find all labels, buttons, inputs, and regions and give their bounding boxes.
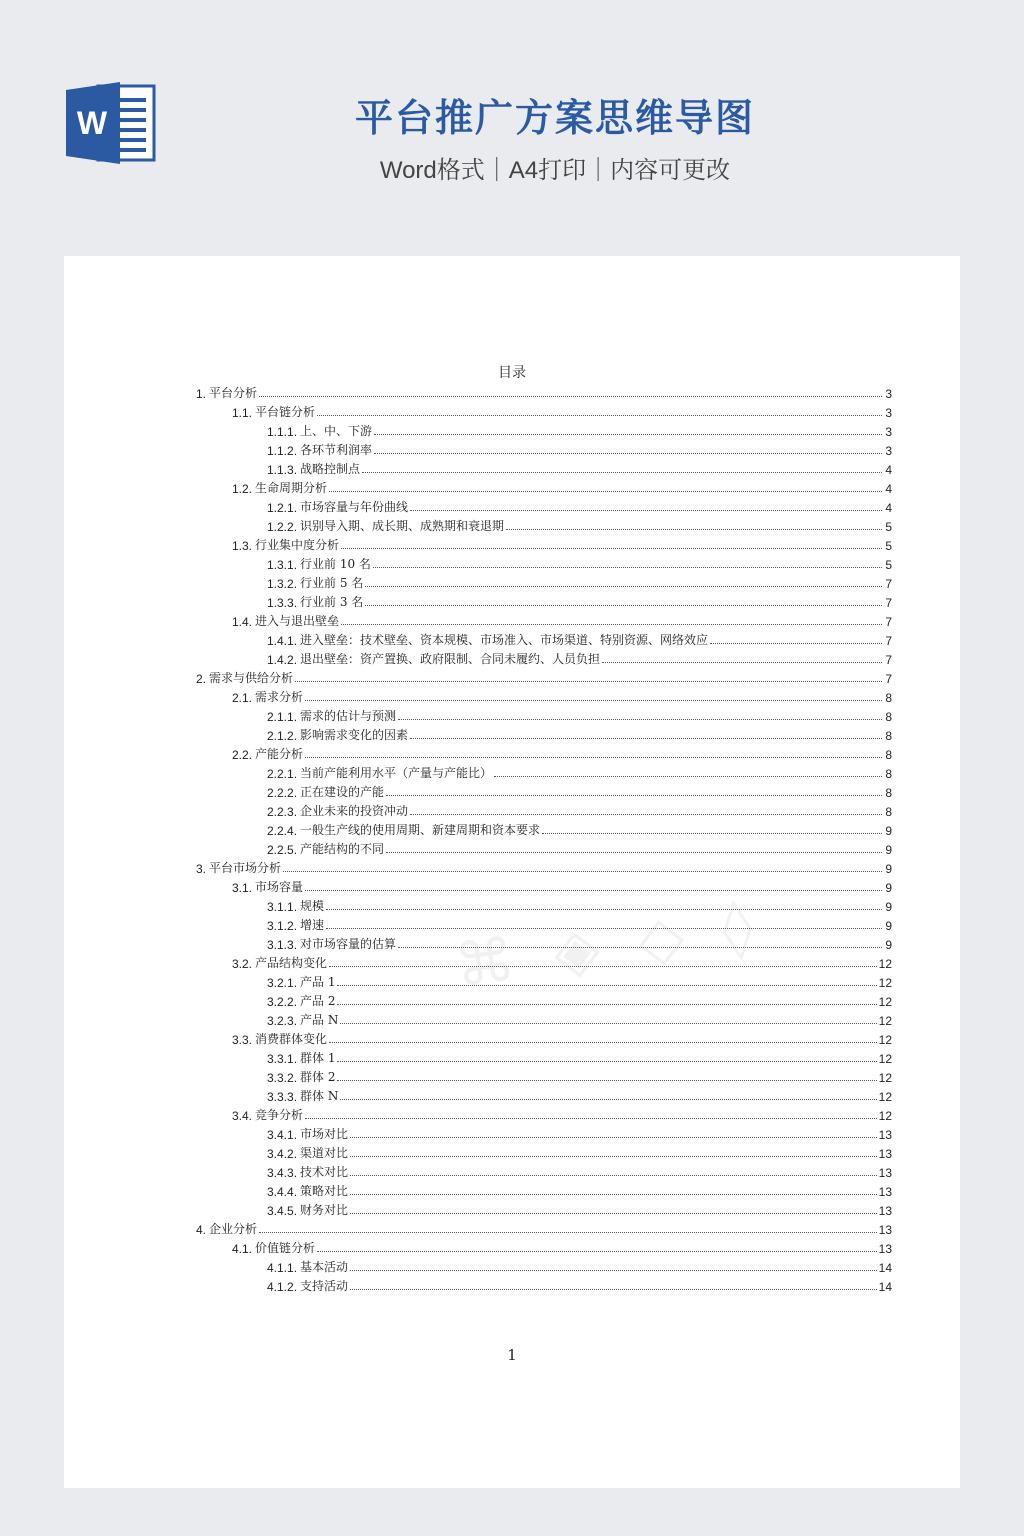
toc-leader-dots	[329, 1042, 877, 1043]
toc-entry-label: 行业前 3 名	[300, 595, 364, 609]
toc-entry-label: 支持活动	[300, 1279, 349, 1293]
toc-entry-number: 3.2.1.	[267, 976, 298, 990]
toc-leader-dots	[305, 890, 882, 891]
document-page	[64, 256, 960, 1488]
toc-entry-label: 增速	[300, 918, 325, 932]
toc-leader-dots	[362, 472, 882, 473]
toc-entry-number: 3.3.1.	[267, 1052, 298, 1066]
toc-entry-label: 一般生产线的使用周期、新建周期和资本要求	[300, 823, 541, 837]
toc-entry-label: 技术对比	[300, 1165, 349, 1179]
toc-leader-dots	[259, 1232, 877, 1233]
word-logo-letter: W	[76, 105, 108, 141]
toc-entry-number: 1.	[196, 387, 207, 401]
toc-leader-dots	[374, 434, 882, 435]
toc-entry-page: 12	[878, 1090, 892, 1104]
toc-entry-page: 7	[885, 672, 892, 686]
toc-entry-page: 12	[878, 995, 892, 1009]
toc-leader-dots	[494, 776, 882, 777]
toc-entry-label: 平台链分析	[255, 405, 316, 419]
toc-entry[interactable]	[196, 1009, 892, 1028]
toc-entry[interactable]	[196, 895, 892, 914]
toc-entry[interactable]	[196, 401, 892, 420]
toc-entry-page: 12	[878, 1052, 892, 1066]
toc-leader-dots	[305, 1118, 877, 1119]
toc-entry-page: 3	[885, 444, 892, 458]
toc-entry-number: 2.2.	[232, 748, 253, 762]
toc-entry-number: 2.1.2.	[267, 729, 298, 743]
toc-leader-dots	[410, 510, 882, 511]
toc-entry-page: 8	[885, 748, 892, 762]
toc-heading: 目录	[498, 365, 526, 381]
toc-entry-page: 7	[885, 596, 892, 610]
toc-entry-label: 影响需求变化的因素	[300, 728, 409, 742]
toc-entry-number: 2.2.5.	[267, 843, 298, 857]
toc-entry[interactable]	[196, 1028, 892, 1047]
toc-entry-label: 群体 N	[300, 1089, 339, 1103]
toc-entry[interactable]	[196, 819, 892, 838]
toc-entry[interactable]	[196, 515, 892, 534]
toc-entry-page: 8	[885, 710, 892, 724]
toc-leader-dots	[602, 662, 882, 663]
toc-entry-label: 各环节利润率	[300, 443, 373, 457]
toc-entry-label: 行业前 10 名	[300, 557, 371, 571]
toc-entry[interactable]	[196, 952, 892, 971]
toc-leader-dots	[283, 871, 882, 872]
toc-entry-page: 8	[885, 691, 892, 705]
toc-entry-number: 1.4.2.	[267, 653, 298, 667]
toc-entry-page: 12	[878, 1014, 892, 1028]
toc-leader-dots	[329, 966, 877, 967]
word-document-icon	[64, 80, 158, 164]
table-of-contents	[196, 382, 892, 1294]
toc-entry-label: 企业分析	[209, 1222, 258, 1236]
toc-entry[interactable]	[196, 990, 892, 1009]
toc-entry-page: 13	[878, 1166, 892, 1180]
toc-entry-number: 2.2.4.	[267, 824, 298, 838]
toc-entry-number: 3.1.1.	[267, 900, 298, 914]
toc-entry-number: 3.1.3.	[267, 938, 298, 952]
toc-entry-page: 9	[885, 881, 892, 895]
toc-entry-label: 价值链分析	[255, 1241, 316, 1255]
toc-entry-page: 9	[885, 862, 892, 876]
toc-entry-label: 产品 1	[300, 975, 336, 989]
toc-entry-page: 13	[878, 1128, 892, 1142]
toc-entry-page: 9	[885, 938, 892, 952]
toc-leader-dots	[506, 529, 882, 530]
toc-entry[interactable]	[196, 781, 892, 800]
toc-entry-number: 2.1.	[232, 691, 253, 705]
toc-entry[interactable]	[196, 1123, 892, 1142]
toc-entry-number: 1.1.2.	[267, 444, 298, 458]
toc-entry-number: 2.2.2.	[267, 786, 298, 800]
toc-entry-label: 行业前 5 名	[300, 576, 364, 590]
toc-entry-page: 8	[885, 767, 892, 781]
toc-entry[interactable]	[196, 1161, 892, 1180]
toc-leader-dots	[305, 700, 882, 701]
toc-entry[interactable]	[196, 1085, 892, 1104]
toc-entry[interactable]	[196, 857, 892, 876]
toc-entry-page: 14	[878, 1261, 892, 1275]
toc-entry-label: 产品结构变化	[255, 956, 328, 970]
toc-entry-page: 9	[885, 919, 892, 933]
toc-entry-label: 产品 N	[300, 1013, 339, 1027]
toc-entry-number: 3.3.2.	[267, 1071, 298, 1085]
toc-leader-dots	[350, 1156, 877, 1157]
toc-entry-number: 1.2.2.	[267, 520, 298, 534]
toc-entry[interactable]	[196, 458, 892, 477]
toc-leader-dots	[341, 548, 882, 549]
toc-entry-label: 产品 2	[300, 994, 336, 1008]
toc-entry-page: 5	[885, 539, 892, 553]
toc-entry-number: 3.1.2.	[267, 919, 298, 933]
toc-entry-number: 1.1.1.	[267, 425, 298, 439]
toc-leader-dots	[710, 643, 882, 644]
toc-entry-page: 7	[885, 577, 892, 591]
toc-entry[interactable]	[196, 743, 892, 762]
toc-entry[interactable]	[196, 686, 892, 705]
toc-entry-page: 12	[878, 1109, 892, 1123]
toc-entry-page: 8	[885, 729, 892, 743]
toc-entry-label: 市场容量	[255, 880, 304, 894]
toc-entry-label: 市场容量与年份曲线	[300, 500, 409, 514]
toc-entry-page: 8	[885, 805, 892, 819]
toc-entry[interactable]	[196, 420, 892, 439]
toc-entry[interactable]	[196, 933, 892, 952]
toc-entry-page: 13	[878, 1147, 892, 1161]
toc-entry-number: 3.2.2.	[267, 995, 298, 1009]
banner-title: 平台推广方案思维导图	[354, 96, 755, 140]
toc-entry-page: 9	[885, 824, 892, 838]
toc-entry[interactable]	[196, 762, 892, 781]
toc-entry-number: 1.4.	[232, 615, 253, 629]
toc-entry-label: 策略对比	[300, 1184, 349, 1198]
toc-leader-dots	[305, 757, 882, 758]
toc-entry-number: 1.3.2.	[267, 577, 298, 591]
toc-entry-page: 5	[885, 558, 892, 572]
toc-entry-page: 13	[878, 1242, 892, 1256]
toc-leader-dots	[337, 1080, 876, 1081]
toc-entry-page: 5	[885, 520, 892, 534]
watermark-graphic: ⌘ ◈ ◇ ◊	[450, 889, 767, 1003]
toc-entry-number: 4.1.	[232, 1242, 253, 1256]
toc-entry-number: 1.1.	[232, 406, 253, 420]
toc-entry-label: 进入与退出壁垒	[255, 614, 340, 628]
toc-entry[interactable]	[196, 591, 892, 610]
toc-entry-number: 3.3.3.	[267, 1090, 298, 1104]
toc-leader-dots	[386, 795, 882, 796]
toc-entry[interactable]	[196, 477, 892, 496]
toc-entry[interactable]	[196, 838, 892, 857]
banner	[0, 0, 1024, 255]
toc-entry-page: 13	[878, 1185, 892, 1199]
toc-entry-page: 12	[878, 1033, 892, 1047]
toc-entry-number: 2.2.1.	[267, 767, 298, 781]
toc-leader-dots	[386, 852, 882, 853]
toc-entry-page: 12	[878, 1071, 892, 1085]
toc-leader-dots	[337, 985, 876, 986]
toc-entry-label: 需求的估计与预测	[300, 709, 397, 723]
toc-entry-page: 3	[885, 425, 892, 439]
toc-entry-page: 12	[878, 957, 892, 971]
toc-entry-label: 群体 1	[300, 1051, 336, 1065]
toc-entry-page: 7	[885, 653, 892, 667]
toc-entry-label: 平台市场分析	[209, 861, 282, 875]
toc-leader-dots	[340, 1099, 876, 1100]
toc-entry-number: 3.2.	[232, 957, 253, 971]
toc-entry-number: 3.4.	[232, 1109, 253, 1123]
toc-entry-page: 7	[885, 634, 892, 648]
toc-entry-label: 当前产能利用水平（产量与产能比）	[300, 766, 493, 780]
toc-entry-label: 上、中、下游	[300, 424, 373, 438]
toc-leader-dots	[374, 453, 882, 454]
toc-entry-page: 9	[885, 843, 892, 857]
toc-entry[interactable]	[196, 610, 892, 629]
toc-entry[interactable]	[196, 1047, 892, 1066]
toc-entry[interactable]	[196, 534, 892, 553]
toc-entry[interactable]	[196, 1237, 892, 1256]
toc-leader-dots	[341, 624, 882, 625]
toc-entry-page: 8	[885, 786, 892, 800]
toc-entry[interactable]	[196, 1180, 892, 1199]
toc-entry[interactable]	[196, 439, 892, 458]
toc-entry[interactable]	[196, 724, 892, 743]
toc-leader-dots	[410, 814, 882, 815]
toc-entry[interactable]	[196, 914, 892, 933]
toc-entry-number: 3.4.3.	[267, 1166, 298, 1180]
toc-leader-dots	[295, 681, 882, 682]
toc-leader-dots	[259, 396, 882, 397]
toc-leader-dots	[373, 567, 882, 568]
toc-entry-label: 战略控制点	[300, 462, 361, 476]
toc-entry-number: 4.1.2.	[267, 1280, 298, 1294]
toc-entry-label: 识别导入期、成长期、成熟期和衰退期	[300, 519, 505, 533]
toc-entry-number: 2.2.3.	[267, 805, 298, 819]
toc-entry[interactable]	[196, 800, 892, 819]
toc-entry[interactable]	[196, 1142, 892, 1161]
toc-entry-number: 1.4.1.	[267, 634, 298, 648]
toc-entry-page: 4	[885, 501, 892, 515]
toc-leader-dots	[329, 491, 882, 492]
toc-entry-label: 基本活动	[300, 1260, 349, 1274]
toc-leader-dots	[398, 719, 882, 720]
toc-entry-number: 3.2.3.	[267, 1014, 298, 1028]
toc-entry-label: 产能结构的不同	[300, 842, 385, 856]
toc-entry[interactable]	[196, 629, 892, 648]
toc-entry-number: 3.	[196, 862, 207, 876]
toc-entry[interactable]	[196, 1104, 892, 1123]
toc-entry-label: 进入壁垒：技术壁垒、资本规模、市场准入、市场渠道、特别资源、网络效应	[300, 633, 709, 647]
toc-leader-dots	[326, 909, 882, 910]
page-number: 1	[507, 1346, 517, 1364]
banner-subtitle: Word格式｜A4打印｜内容可更改	[379, 157, 731, 184]
toc-entry-label: 市场对比	[300, 1127, 349, 1141]
toc-entry[interactable]	[196, 876, 892, 895]
toc-entry-page: 3	[885, 387, 892, 401]
toc-entry[interactable]	[196, 572, 892, 591]
toc-entry[interactable]	[196, 382, 892, 401]
toc-entry-page: 13	[878, 1223, 892, 1237]
toc-entry-number: 1.3.1.	[267, 558, 298, 572]
toc-leader-dots	[365, 586, 882, 587]
toc-entry-page: 14	[878, 1280, 892, 1294]
toc-leader-dots	[398, 947, 882, 948]
toc-entry-number: 4.1.1.	[267, 1261, 298, 1275]
toc-entry-page: 3	[885, 406, 892, 420]
toc-entry[interactable]	[196, 1066, 892, 1085]
toc-leader-dots	[340, 1023, 876, 1024]
toc-entry-label: 企业未来的投资冲动	[300, 804, 409, 818]
toc-entry-number: 1.2.	[232, 482, 253, 496]
toc-entry-number: 1.1.3.	[267, 463, 298, 477]
toc-entry-label: 生命周期分析	[255, 481, 328, 495]
toc-leader-dots	[317, 415, 882, 416]
toc-entry-number: 3.4.4.	[267, 1185, 298, 1199]
toc-entry-label: 平台分析	[209, 386, 258, 400]
toc-entry-page: 4	[885, 463, 892, 477]
toc-entry-number: 3.1.	[232, 881, 253, 895]
toc-entry-label: 产能分析	[255, 747, 304, 761]
toc-entry-page: 7	[885, 615, 892, 629]
toc-entry-number: 4.	[196, 1223, 207, 1237]
toc-entry-label: 行业集中度分析	[255, 538, 340, 552]
toc-entry-label: 规模	[300, 899, 325, 913]
toc-leader-dots	[337, 1061, 876, 1062]
toc-leader-dots	[350, 1137, 877, 1138]
toc-leader-dots	[317, 1251, 877, 1252]
toc-entry-number: 2.1.1.	[267, 710, 298, 724]
toc-entry-label: 需求分析	[255, 690, 304, 704]
toc-entry-label: 对市场容量的估算	[300, 937, 397, 951]
toc-entry-label: 需求与供给分析	[209, 671, 294, 685]
toc-entry[interactable]	[196, 667, 892, 686]
toc-entry-number: 3.3.	[232, 1033, 253, 1047]
toc-entry-label: 群体 2	[300, 1070, 336, 1084]
toc-leader-dots	[337, 1004, 876, 1005]
toc-entry[interactable]	[196, 1256, 892, 1275]
toc-entry[interactable]	[196, 553, 892, 572]
toc-leader-dots	[410, 738, 882, 739]
toc-leader-dots	[350, 1175, 877, 1176]
toc-entry-number: 3.4.5.	[267, 1204, 298, 1218]
toc-leader-dots	[542, 833, 882, 834]
toc-entry-number: 3.4.2.	[267, 1147, 298, 1161]
toc-entry-number: 2.	[196, 672, 207, 686]
toc-entry-label: 正在建设的产能	[300, 785, 385, 799]
toc-leader-dots	[326, 928, 882, 929]
toc-entry[interactable]	[196, 1275, 892, 1294]
toc-entry-number: 1.3.	[232, 539, 253, 553]
toc-entry-number: 1.2.1.	[267, 501, 298, 515]
toc-entry-page: 13	[878, 1204, 892, 1218]
toc-leader-dots	[350, 1213, 877, 1214]
toc-entry-label: 退出壁垒：资产置换、政府限制、合同未履约、人员负担	[300, 652, 601, 666]
toc-entry[interactable]	[196, 648, 892, 667]
toc-entry-label: 渠道对比	[300, 1146, 349, 1160]
toc-entry[interactable]	[196, 1199, 892, 1218]
toc-entry[interactable]	[196, 705, 892, 724]
toc-leader-dots	[365, 605, 882, 606]
toc-entry-page: 9	[885, 900, 892, 914]
toc-leader-dots	[350, 1194, 877, 1195]
toc-entry-label: 竞争分析	[255, 1108, 304, 1122]
toc-entry[interactable]	[196, 496, 892, 515]
toc-entry-number: 1.3.3.	[267, 596, 298, 610]
toc-entry-label: 财务对比	[300, 1203, 349, 1217]
toc-leader-dots	[350, 1289, 877, 1290]
toc-leader-dots	[350, 1270, 877, 1271]
toc-entry-page: 12	[878, 976, 892, 990]
toc-entry-number: 3.4.1.	[267, 1128, 298, 1142]
toc-entry[interactable]	[196, 971, 892, 990]
toc-entry-label: 消费群体变化	[255, 1032, 328, 1046]
toc-entry-page: 4	[885, 482, 892, 496]
toc-entry[interactable]	[196, 1218, 892, 1237]
